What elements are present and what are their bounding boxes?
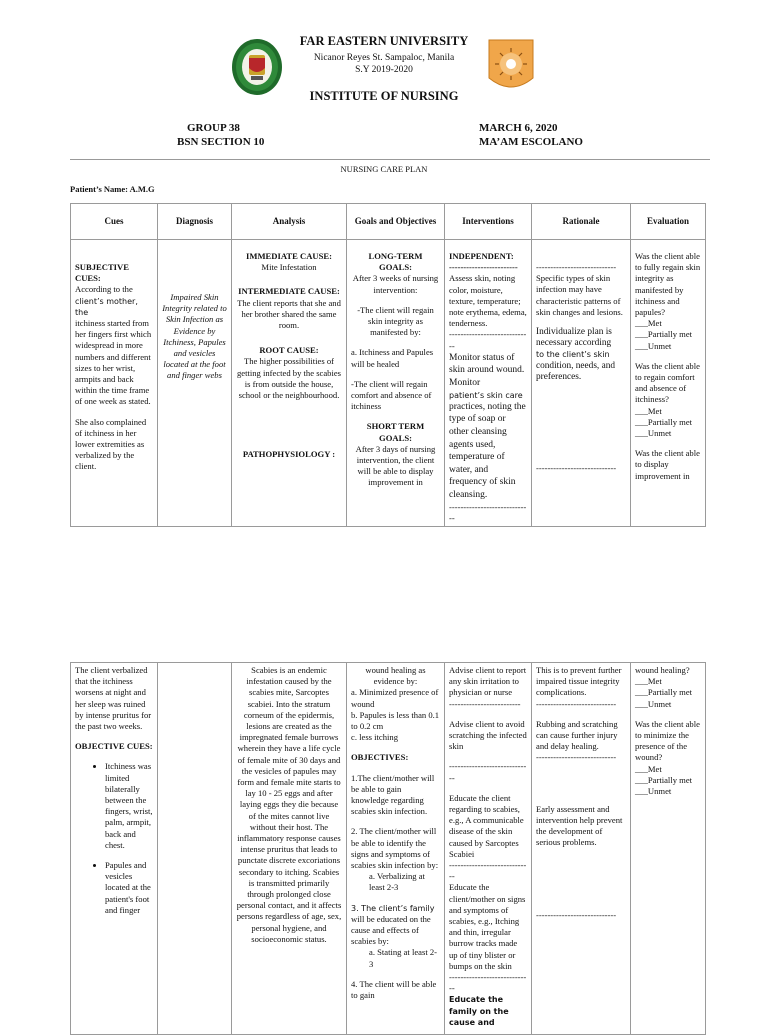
cue-text: She also complained of itchiness in her lower extremities as verbalized by the client. [75, 416, 147, 472]
diagnosis-text: Impaired Skin Integrity related to Skin Infection as Evidence by Itchiness, Papules and vesicles located at the foot and finger webs [162, 292, 227, 381]
option-unmet: ___Unmet [635, 428, 672, 439]
divider-dashes: ----------------------------- [449, 501, 527, 523]
objective-text: a. Verbalizing at least 2-3 [369, 871, 425, 893]
header-divider [70, 159, 710, 160]
objective-text: 4. The client will be able to gain [351, 978, 437, 1001]
section-name: BSN SECTION 10 [177, 136, 265, 148]
objective-text: 1.The client/mother will be able to gain knowledge regarding scabies skin infection. [351, 772, 435, 817]
objectives-heading: OBJECTIVES: [351, 752, 409, 763]
rationale-text: to the client’s skin [536, 350, 610, 360]
evaluation-question: wound healing? [635, 665, 690, 675]
divider-dashes: ----------------------------- [449, 329, 527, 351]
cue-text: itchiness started from her fingers first which widespread in more numbers and different sizes to her wrist, armpits and back within the time frame of one week as stated. [75, 318, 152, 407]
evaluation-question: Was the client able to regain comfort and absence of itchiness? [635, 360, 700, 405]
objective-text: will be educated on the cause and effects of scabies by: [351, 913, 431, 947]
immediate-cause-text: Mite Infestation [261, 262, 317, 273]
cues-cell [71, 663, 158, 1035]
root-cause-text: The higher possibilities of getting infected by the scabies is from outside the house, school or the neighbourhood. [236, 356, 342, 401]
goal-text: After 3 days of nursing intervention, the client will be able to display improvement in [355, 443, 436, 488]
option-partially-met: ___Partially met [635, 774, 693, 785]
address-line: Nicanor Reyes St. Sampaloc, Manila [313, 53, 455, 63]
date-info [479, 121, 583, 149]
analysis-cell [232, 663, 347, 1035]
table-row [71, 240, 706, 527]
rationale-text: This is to prevent further impaired tissue integrity complications. [536, 665, 622, 698]
divider-dashes: ----------------------------- [449, 860, 527, 882]
intervention-text: Assess skin, noting color, moisture, texture, temperature; note erythema, edema, tenderness. [449, 273, 527, 329]
intervention-text: patient’s skin care [449, 390, 523, 400]
intervention-text: Advise client to avoid scratching the infected skin [449, 718, 527, 752]
objective-text: 2. The client/mother will be able to identify the signs and symptoms of scabies skin infection by: [351, 826, 439, 871]
rationale-text: Specific types of skin infection may have characteristic patterns of skin changes and lesions. [536, 273, 623, 317]
university-address [0, 52, 768, 76]
intervention-text: Educate the client regarding to scabies, e.g., A communicable disease of the skin caused by Sarcoptes Scabiei [449, 792, 524, 859]
cue-text: According to the [75, 284, 133, 295]
evaluation-cell [631, 663, 706, 1035]
option-partially-met: ___Partially met [635, 416, 693, 427]
care-plan-table-page-1 [70, 203, 706, 527]
divider-dashes: ----------------------------- [449, 972, 527, 994]
option-met: ___Met [635, 405, 662, 416]
goal-text: b. Papules is less than 0.1 to 0.2 cm [351, 709, 440, 732]
cue-text: client’s mother, the [75, 296, 138, 317]
root-cause-heading: ROOT CAUSE: [259, 345, 319, 356]
group-number: GROUP 38 [187, 122, 240, 134]
independent-heading: INDEPENDENT: [449, 251, 514, 261]
option-partially-met: ___Partially met [635, 687, 693, 698]
rationale-text: Individualize plan is necessary according [536, 327, 612, 349]
goal-text: After 3 weeks of nursing intervention: [352, 273, 439, 295]
intervention-text: Educate the family on the cause and [449, 995, 509, 1027]
intermediate-cause-text: The client reports that she and her brother shared the same room. [237, 297, 341, 331]
immediate-cause-heading: IMMEDIATE CAUSE: [245, 251, 333, 261]
list-item: • Itchiness was limited bilaterally between the fingers, wrist, palm, armpit, back and chest. [105, 761, 153, 851]
care-plan-table-page-2 [70, 662, 706, 1035]
col-header-goals: Goals and Objectives [347, 204, 445, 240]
pathophysiology-heading: PATHOPHYSIOLOGY : [242, 449, 336, 460]
university-name: FAR EASTERN UNIVERSITY [299, 34, 469, 48]
divider-dashes: ---------------------------- [536, 752, 617, 763]
option-unmet: ___Unmet [635, 786, 672, 797]
short-term-goals-heading: SHORT TERM GOALS: [366, 421, 425, 443]
goals-cell [347, 663, 445, 1035]
intervention-text: Monitor status of skin around wound. Monitor [449, 352, 525, 389]
col-header-rationale: Rationale [532, 204, 631, 240]
evaluation-question: Was the client able to fully regain skin integrity as manifested by itchiness and papules? [635, 251, 701, 318]
divider-dashes: ---------------------------- [536, 910, 617, 921]
goal-text: -The client will regain skin integrity as manifested by: [357, 304, 434, 338]
option-unmet: ___Unmet [635, 340, 672, 351]
objective-text: 3. The client’s family [351, 903, 435, 913]
option-met: ___Met [635, 676, 662, 687]
col-header-interventions: Interventions [445, 204, 532, 240]
divider-dashes: ---------------------------- [536, 698, 617, 709]
objective-text: a. Stating at least 2-3 [369, 947, 438, 969]
divider-dashes: ------------------------ [449, 262, 518, 273]
intervention-text: Advise client to report any skin irritation to physician or nurse [449, 665, 527, 698]
objective-cues-heading: OBJECTIVE CUES: [75, 741, 153, 752]
cue-text: The client verbalized that the itchiness worsens at night and her sleep was ruined by intense pruritus for the past two weeks. [75, 665, 152, 732]
option-unmet: ___Unmet [635, 698, 672, 709]
goal-text: wound healing as evidence by: [365, 665, 426, 687]
rationale-cell [532, 240, 631, 527]
diagnosis-cell [158, 663, 232, 1035]
rationale-text: Rubbing and scratching can cause further injury and delay healing. [536, 718, 618, 752]
plan-title: NURSING CARE PLAN [340, 164, 428, 174]
diagnosis-cell [158, 240, 232, 527]
cues-cell [71, 240, 158, 527]
rationale-cell [532, 663, 631, 1035]
goal-text: -The client will regain comfort and absence of itchiness [351, 378, 432, 412]
pathophysiology-text: Scabies is an endemic infestation caused by the scabies mite, Sarcoptes scabiei. Into the stratum corneum of the epidermis, lesions are created as the impregnated female burrows wherein they have a life cycle of female mite of 30 days and the vesicles of papules may form and female mite starts to lay 10 - 25 eggs and after laying eggs they die because of the mites cannot live without their host. The inflammatory response causes intense pruritus that leads to punctate discrete excoriations secondary to itching. Scabies is transmitted primarily through prolonged close personal contact, and it affects persons regardless of age, sex, personal hygiene, and socioeconomic status. [236, 665, 342, 944]
evaluation-question: Was the client able to minimize the presence of the wound? [635, 718, 700, 763]
rationale-text: Early assessment and intervention help prevent the development of serious problems. [536, 803, 623, 848]
subjective-cues-heading: SUBJECTIVE CUES: [75, 262, 129, 284]
option-met: ___Met [635, 763, 662, 774]
analysis-cell [232, 240, 347, 527]
school-year: S.Y 2019-2020 [355, 65, 413, 75]
table-row [71, 663, 706, 1035]
plan-date: MARCH 6, 2020 [479, 122, 558, 134]
goals-cell [347, 240, 445, 527]
divider-dashes: ---------------------------- [536, 463, 617, 474]
goal-text: c. less itching [351, 732, 399, 743]
intervention-text: Educate the client/mother on signs and symptoms of scabies, e.g., Itching and thin, irregular burrow tracks made up of tiny blister or bumps on the skin [449, 882, 526, 971]
intervention-text: practices, noting the type of soap or other cleansing agents used, temperature of water, and frequency of skin cleansing. [449, 401, 526, 500]
objective-cues-list [75, 761, 153, 916]
col-header-cues: Cues [71, 204, 158, 240]
col-header-evaluation: Evaluation [631, 204, 706, 240]
col-header-analysis: Analysis [232, 204, 347, 240]
col-header-diagnosis: Diagnosis [158, 204, 232, 240]
goal-text: a. Minimized presence of wound [351, 687, 439, 709]
table-header-row [71, 204, 706, 240]
divider-dashes: ---------------------------- [536, 262, 617, 272]
intermediate-cause-heading: INTERMEDIATE CAUSE: [238, 286, 340, 297]
list-item: • Papules and vesicles located at the patient's foot and finger [105, 860, 153, 916]
option-partially-met: ___Partially met [635, 329, 693, 340]
institute-name: INSTITUTE OF NURSING [309, 89, 459, 103]
instructor-name: MA’AM ESCOLANO [479, 136, 583, 148]
long-term-goals-heading: LONG-TERM GOALS: [368, 251, 423, 273]
evaluation-cell [631, 240, 706, 527]
divider-dashes: ------------------------- [449, 698, 521, 709]
goal-text: a. Itchiness and Papules will be healed [351, 347, 434, 369]
evaluation-question: Was the client able to display improvement in [635, 448, 700, 481]
interventions-cell [445, 663, 532, 1035]
rationale-text: condition, needs, and preferences. [536, 360, 616, 382]
group-info [177, 121, 265, 149]
option-met: ___Met [635, 318, 662, 329]
interventions-cell [445, 240, 532, 527]
patient-name: Patient’s Name: A.M.G [70, 184, 155, 194]
divider-dashes: ----------------------------- [449, 761, 527, 783]
